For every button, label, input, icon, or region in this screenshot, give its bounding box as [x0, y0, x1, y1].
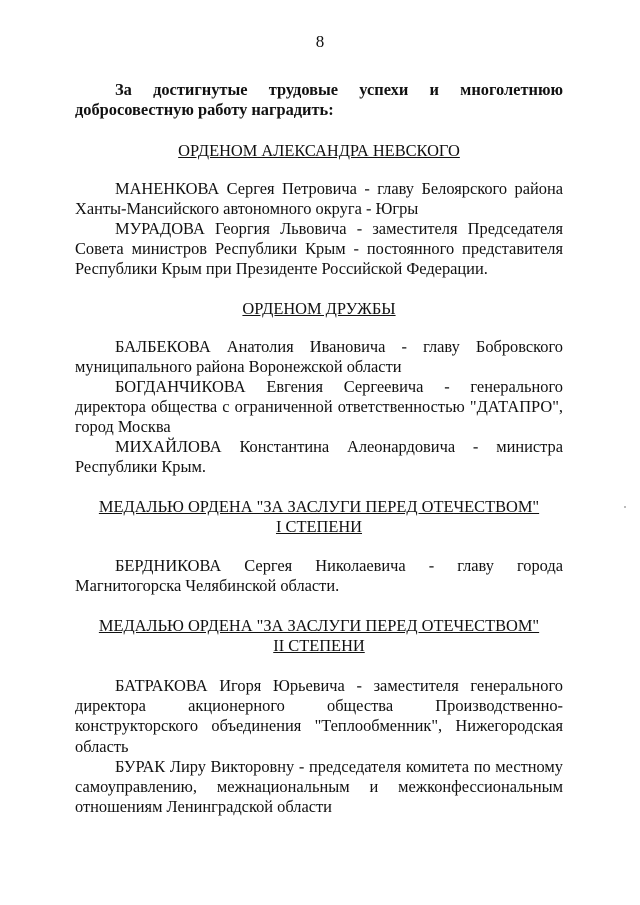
entry-line: директора общества с ограниченной ответственностью "ДАТАПРО",	[75, 397, 563, 417]
entry-line: МУРАДОВА Георгия Львовича - заместителя Председателя	[115, 219, 563, 238]
entry-line: МИХАЙЛОВА Константина Алеонардовича - министра	[115, 437, 563, 456]
entry-line: БАТРАКОВА Игоря Юрьевича - заместителя генерального	[115, 676, 563, 695]
entry-line: БЕРДНИКОВА Сергея Николаевича - главу города	[115, 556, 563, 575]
entry-line: муниципального района Воронежской области	[75, 357, 402, 377]
award-heading-line: ОРДЕНОМ АЛЕКСАНДРА НЕВСКОГО	[178, 141, 460, 160]
intro-line: За достигнутые трудовые успехи и многолетнюю	[115, 80, 563, 99]
award-heading-line: I СТЕПЕНИ	[275, 517, 363, 537]
award-entry	[75, 757, 563, 818]
award-heading	[75, 497, 563, 537]
award-heading-line: МЕДАЛЬЮ ОРДЕНА "ЗА ЗАСЛУГИ ПЕРЕД ОТЕЧЕСТВОМ"	[98, 497, 540, 516]
entry-line: область	[75, 736, 129, 756]
award-heading-line: МЕДАЛЬЮ ОРДЕНА "ЗА ЗАСЛУГИ ПЕРЕД ОТЕЧЕСТВОМ"	[98, 616, 540, 635]
entry-line: Ханты-Мансийского автономного округа - Югры	[75, 199, 419, 219]
entry-line: БУРАК Лиру Викторовну - председателя комитета по местному	[115, 757, 563, 776]
award-entry	[75, 337, 563, 377]
award-heading	[75, 299, 563, 319]
entry-line: Республики Крым.	[75, 457, 206, 477]
entry-line: директора акционерного общества Производственно-	[75, 696, 563, 716]
award-entry	[75, 437, 563, 477]
award-heading	[75, 141, 563, 161]
entry-line: Магнитогорска Челябинской области.	[75, 576, 340, 596]
award-entry	[75, 377, 563, 438]
intro-line: добросовестную работу наградить:	[75, 100, 334, 120]
award-heading	[75, 616, 563, 656]
entry-line: город Москва	[75, 417, 171, 437]
award-heading-line: II СТЕПЕНИ	[273, 636, 365, 656]
page-number: 8	[315, 32, 325, 51]
award-entry	[75, 219, 563, 280]
intro-paragraph	[75, 80, 563, 120]
award-entry	[75, 556, 563, 596]
entry-line: Совета министров Республики Крым - постоянного представителя	[75, 239, 563, 259]
award-entry	[75, 676, 563, 757]
entry-line: конструкторского объединения "Теплообменник", Нижегородская	[75, 716, 563, 736]
scan-speck	[624, 506, 626, 508]
entry-line: отношениям Ленинградской области	[75, 797, 332, 817]
award-entry	[75, 179, 563, 219]
award-heading-line: ОРДЕНОМ ДРУЖБЫ	[242, 299, 396, 318]
entry-line: МАНЕНКОВА Сергея Петровича - главу Белоярского района	[115, 179, 563, 198]
entry-line: БОГДАНЧИКОВА Евгения Сергеевича - генерального	[115, 377, 563, 396]
entry-line: Республики Крым при Президенте Российской Федерации.	[75, 259, 488, 279]
entry-line: самоуправлению, межнациональным и межконфессиональным	[75, 777, 563, 797]
entry-line: БАЛБЕКОВА Анатолия Ивановича - главу Бобровского	[115, 337, 563, 356]
